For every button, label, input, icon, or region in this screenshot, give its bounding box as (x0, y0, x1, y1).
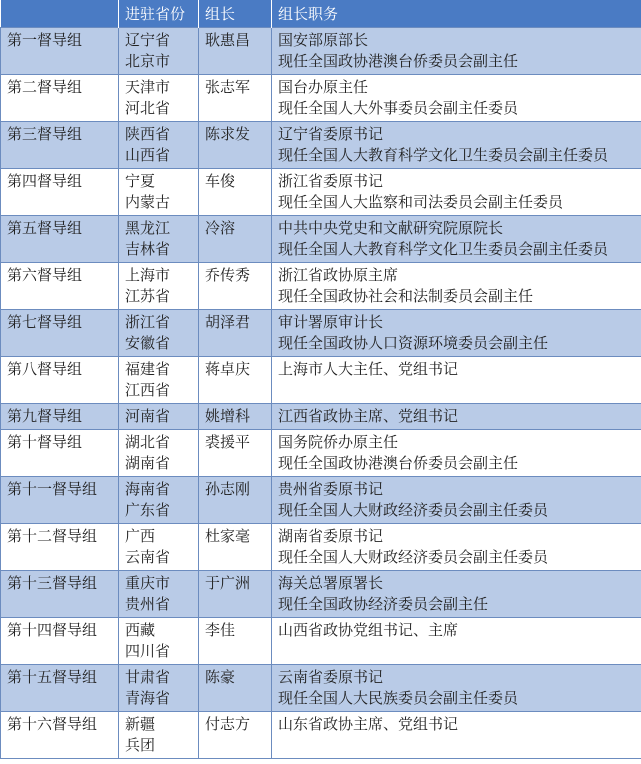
duty-line: 现任全国人大教育科学文化卫生委员会副主任委员 (278, 240, 609, 258)
duty-line: 辽宁省委原书记 (278, 125, 384, 143)
table-row (1, 477, 641, 524)
leader-duties-cell (272, 430, 641, 477)
provinces-cell (119, 571, 199, 618)
duty-line (278, 641, 635, 662)
province-name: 四川省 (125, 642, 171, 660)
leader-duties-cell (272, 477, 641, 524)
province-name: 浙江省 (125, 313, 171, 331)
table-row (1, 75, 641, 122)
province-name: 广东省 (125, 501, 171, 519)
provinces-cell (119, 122, 199, 169)
group-name-cell: 第九督导组 (1, 404, 119, 430)
group-name-cell: 第一督导组 (1, 28, 119, 75)
table-row (1, 169, 641, 216)
duty-line (278, 380, 635, 401)
leader-duties-cell (272, 169, 641, 216)
provinces-cell (119, 75, 199, 122)
leader-name-cell: 于广洲 (199, 571, 272, 618)
group-name-cell: 第四督导组 (1, 169, 119, 216)
duty-line: 云南省委原书记 (278, 668, 384, 686)
province-name: 湖南省 (125, 454, 171, 472)
provinces-cell (119, 477, 199, 524)
group-name-cell: 第十四督导组 (1, 618, 119, 665)
province-name: 北京市 (125, 52, 171, 70)
duty-line: 山东省政协主席、党组书记 (278, 715, 459, 733)
duty-line: 浙江省委原书记 (278, 172, 384, 190)
group-name-cell: 第十督导组 (1, 430, 119, 477)
provinces-cell (119, 712, 199, 759)
leader-duties-cell (272, 357, 641, 404)
province-name: 黑龙江 (125, 219, 171, 237)
province-name: 上海市 (125, 266, 171, 284)
provinces-cell (119, 524, 199, 571)
leader-duties-cell (272, 122, 641, 169)
provinces-cell (119, 357, 199, 404)
leader-name-cell: 蒋卓庆 (199, 357, 272, 404)
table-row (1, 357, 641, 404)
header-group (1, 0, 119, 28)
province-name: 兵团 (125, 736, 156, 754)
duty-line: 现任全国人大外事委员会副主任委员 (278, 99, 519, 117)
group-name-cell: 第十一督导组 (1, 477, 119, 524)
duty-line: 浙江省政协原主席 (278, 266, 399, 284)
duty-line: 国安部原部长 (278, 31, 369, 49)
leader-name-cell: 陈求发 (199, 122, 272, 169)
duty-line: 现任全国政协经济委员会副主任 (278, 595, 489, 613)
province-name: 青海省 (125, 689, 171, 707)
leader-duties-cell (272, 524, 641, 571)
province-name: 西藏 (125, 621, 156, 639)
leader-name-cell: 耿惠昌 (199, 28, 272, 75)
duty-line: 现任全国政协社会和法制委员会副主任 (278, 287, 534, 305)
group-name-cell: 第三督导组 (1, 122, 119, 169)
province-name: 河南省 (125, 407, 171, 425)
provinces-cell (119, 28, 199, 75)
leader-name-cell: 裘援平 (199, 430, 272, 477)
table-row (1, 263, 641, 310)
duty-line: 湖南省委原书记 (278, 527, 384, 545)
duty-line: 现任全国政协港澳台侨委员会副主任 (278, 52, 519, 70)
table-row (1, 216, 641, 263)
leader-name-cell: 车俊 (199, 169, 272, 216)
province-name: 湖北省 (125, 433, 171, 451)
header-leader-duties: 组长职务 (272, 0, 641, 28)
group-name-cell: 第十三督导组 (1, 571, 119, 618)
table-row (1, 712, 641, 759)
province-name: 海南省 (125, 480, 171, 498)
duty-line: 山西省政协党组书记、主席 (278, 621, 459, 639)
leader-name-cell: 冷溶 (199, 216, 272, 263)
provinces-cell (119, 618, 199, 665)
duty-line: 上海市人大主任、党组书记 (278, 360, 459, 378)
province-name: 江苏省 (125, 287, 171, 305)
duty-line: 江西省政协主席、党组书记 (278, 407, 459, 425)
leader-duties-cell (272, 712, 641, 759)
duty-line: 贵州省委原书记 (278, 480, 384, 498)
duty-line: 现任全国人大民族委员会副主任委员 (278, 689, 519, 707)
provinces-cell (119, 216, 199, 263)
table-row (1, 571, 641, 618)
leader-name-cell: 胡泽君 (199, 310, 272, 357)
leader-name-cell: 李佳 (199, 618, 272, 665)
table-body (1, 28, 641, 759)
group-name-cell: 第十五督导组 (1, 665, 119, 712)
leader-duties-cell (272, 28, 641, 75)
group-name-cell: 第十二督导组 (1, 524, 119, 571)
duty-line (278, 735, 635, 756)
duty-line: 现任全国人大财政经济委员会副主任委员 (278, 501, 549, 519)
province-name: 辽宁省 (125, 31, 171, 49)
duty-line: 中共中央党史和文献研究院原院长 (278, 219, 504, 237)
province-name: 安徽省 (125, 334, 171, 352)
group-name-cell: 第二督导组 (1, 75, 119, 122)
duty-line: 国务院侨办原主任 (278, 433, 399, 451)
province-name: 陕西省 (125, 125, 171, 143)
leader-duties-cell (272, 263, 641, 310)
province-name: 内蒙古 (125, 193, 171, 211)
duty-line: 现任全国人大教育科学文化卫生委员会副主任委员 (278, 146, 609, 164)
province-name: 山西省 (125, 146, 171, 164)
leader-name-cell: 付志方 (199, 712, 272, 759)
provinces-cell (119, 263, 199, 310)
duty-line: 现任全国政协港澳台侨委员会副主任 (278, 454, 519, 472)
group-name-cell: 第十六督导组 (1, 712, 119, 759)
province-name: 甘肃省 (125, 668, 171, 686)
leader-duties-cell (272, 404, 641, 430)
table-row (1, 28, 641, 75)
leader-name-cell: 张志军 (199, 75, 272, 122)
province-name: 云南省 (125, 548, 171, 566)
duty-line: 审计署原审计长 (278, 313, 384, 331)
table-row (1, 665, 641, 712)
table-header-row (1, 0, 641, 28)
leader-name-cell: 乔传秀 (199, 263, 272, 310)
provinces-cell (119, 310, 199, 357)
leader-name-cell: 陈豪 (199, 665, 272, 712)
group-name-cell: 第六督导组 (1, 263, 119, 310)
province-name: 宁夏 (125, 172, 156, 190)
leader-name-cell: 孙志刚 (199, 477, 272, 524)
provinces-cell (119, 404, 199, 430)
leader-duties-cell (272, 310, 641, 357)
province-name: 广西 (125, 527, 156, 545)
duty-line: 现任全国人大财政经济委员会副主任委员 (278, 548, 549, 566)
duty-line: 现任全国政协人口资源环境委员会副主任 (278, 334, 549, 352)
table-row (1, 122, 641, 169)
group-name-cell: 第八督导组 (1, 357, 119, 404)
leader-name-cell: 杜家毫 (199, 524, 272, 571)
leader-duties-cell (272, 75, 641, 122)
province-name: 河北省 (125, 99, 171, 117)
province-name: 福建省 (125, 360, 171, 378)
provinces-cell (119, 665, 199, 712)
duty-line: 海关总署原署长 (278, 574, 384, 592)
duty-line: 现任全国人大监察和司法委员会副主任委员 (278, 193, 564, 211)
duty-line: 国台办原主任 (278, 78, 369, 96)
table-row (1, 524, 641, 571)
province-name: 新疆 (125, 715, 156, 733)
province-name: 天津市 (125, 78, 171, 96)
provinces-cell (119, 169, 199, 216)
province-name: 重庆市 (125, 574, 171, 592)
header-provinces: 进驻省份 (119, 0, 199, 28)
header-leader: 组长 (199, 0, 272, 28)
leader-duties-cell (272, 571, 641, 618)
province-name: 江西省 (125, 381, 171, 399)
group-name-cell: 第五督导组 (1, 216, 119, 263)
table-row (1, 430, 641, 477)
table-row (1, 404, 641, 430)
province-name: 贵州省 (125, 595, 171, 613)
group-name-cell: 第七督导组 (1, 310, 119, 357)
leader-duties-cell (272, 216, 641, 263)
provinces-cell (119, 430, 199, 477)
table-row (1, 310, 641, 357)
province-name: 吉林省 (125, 240, 171, 258)
table-row (1, 618, 641, 665)
leader-duties-cell (272, 665, 641, 712)
leader-duties-cell (272, 618, 641, 665)
leader-name-cell: 姚增科 (199, 404, 272, 430)
